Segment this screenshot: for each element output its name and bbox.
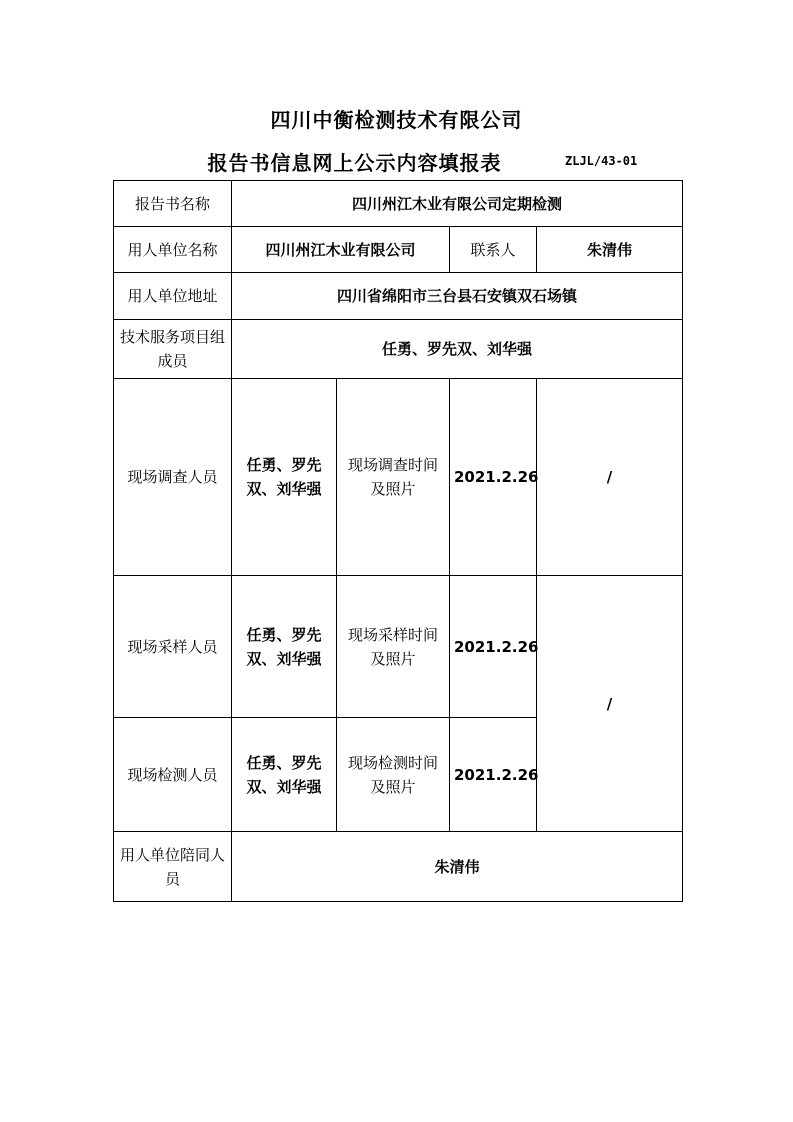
sampling-staff-label: 现场采样人员 — [114, 576, 232, 718]
info-table — [113, 180, 683, 902]
survey-staff-label: 现场调查人员 — [114, 379, 232, 576]
form-title-wrap — [0, 147, 793, 176]
employer-name-value: 四川州江木业有限公司 — [232, 227, 450, 273]
testing-time-label: 现场检测时间及照片 — [337, 718, 450, 832]
accompany-value: 朱清伟 — [232, 832, 683, 902]
survey-photo-value: / — [537, 379, 683, 576]
sampling-time-value: 2021.2.26 — [450, 576, 537, 718]
row-accompany — [114, 832, 683, 902]
row-survey — [114, 379, 683, 576]
employer-address-label: 用人单位地址 — [114, 273, 232, 320]
row-employer — [114, 227, 683, 273]
project-members-label: 技术服务项目组成员 — [114, 320, 232, 379]
survey-staff-value: 任勇、罗先双、刘华强 — [232, 379, 337, 576]
contact-value: 朱清伟 — [537, 227, 683, 273]
accompany-label: 用人单位陪同人员 — [114, 832, 232, 902]
sampling-time-label: 现场采样时间及照片 — [337, 576, 450, 718]
form-code: ZLJL/43-01 — [565, 154, 638, 168]
row-sampling — [114, 576, 683, 718]
row-report-name — [114, 181, 683, 227]
testing-staff-label: 现场检测人员 — [114, 718, 232, 832]
report-name-value: 四川州江木业有限公司定期检测 — [232, 181, 683, 227]
report-name-label: 报告书名称 — [114, 181, 232, 227]
form-title: 报告书信息网上公示内容填报表 — [207, 151, 502, 175]
sampling-photo-value: / — [537, 576, 683, 832]
survey-time-value: 2021.2.26 — [450, 379, 537, 576]
employer-name-label: 用人单位名称 — [114, 227, 232, 273]
project-members-value: 任勇、罗先双、刘华强 — [232, 320, 683, 379]
employer-address-value: 四川省绵阳市三台县石安镇双石场镇 — [232, 273, 683, 320]
contact-label: 联系人 — [450, 227, 537, 273]
testing-time-value: 2021.2.26 — [450, 718, 537, 832]
company-name: 四川中衡检测技术有限公司 — [270, 108, 523, 132]
sampling-staff-value: 任勇、罗先双、刘华强 — [232, 576, 337, 718]
row-project-members — [114, 320, 683, 379]
survey-time-label: 现场调查时间及照片 — [337, 379, 450, 576]
testing-staff-value: 任勇、罗先双、刘华强 — [232, 718, 337, 832]
row-address — [114, 273, 683, 320]
